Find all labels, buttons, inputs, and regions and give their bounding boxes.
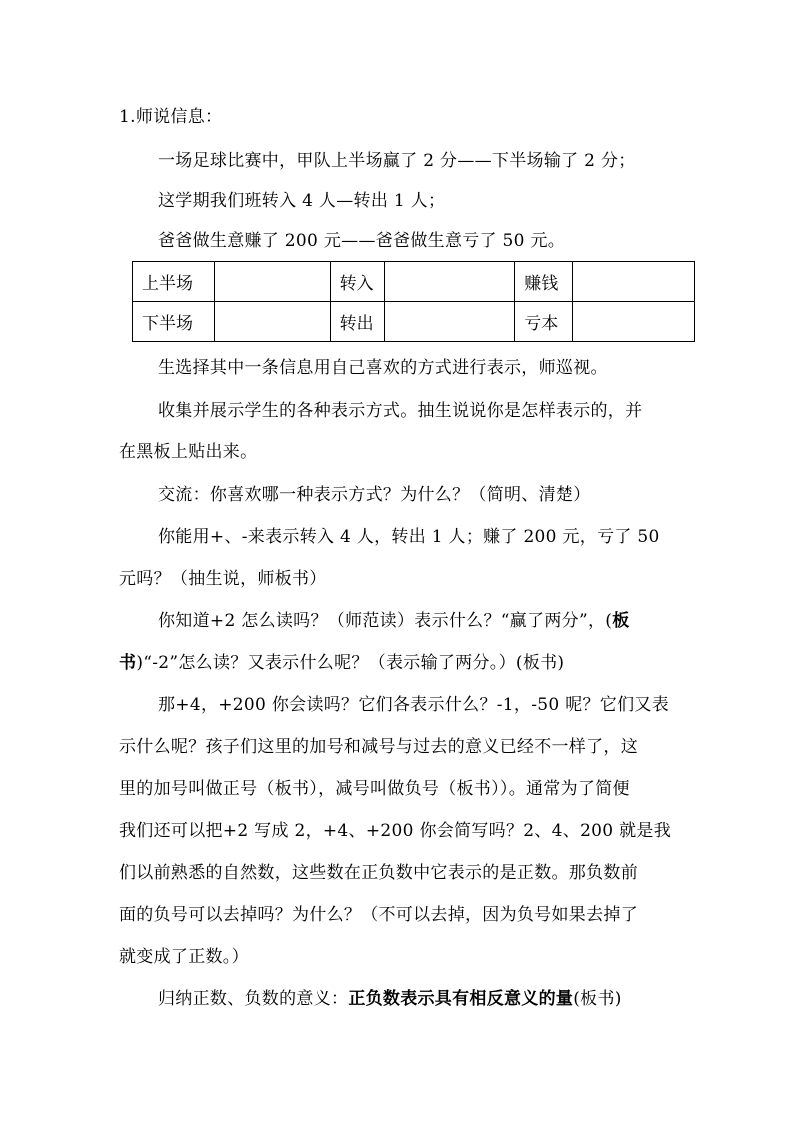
paragraph-line: 生选择其中一条信息用自己喜欢的方式进行表示，师巡视。: [158, 358, 608, 378]
paragraph-line: 收集并展示学生的各种表示方式。抽生说说你是怎样表示的，并: [158, 401, 643, 421]
paragraph-line: [119, 651, 564, 675]
paragraph-line: 示什么呢？孩子们这里的加号和减号与过去的意义已经不一样了，这: [119, 737, 638, 757]
table-cell: [214, 262, 330, 302]
text-run: 你知道+2 怎么读吗？（师范读）表示什么？“赢了两分”，(: [158, 611, 613, 631]
table-cell: 上半场: [133, 262, 215, 302]
paragraph-line: 你能用+、-来表示转入 4 人，转出 1 人；赚了 200 元，亏了 50: [158, 527, 660, 547]
table-cell: 转出: [330, 302, 384, 342]
text-run: (板书): [573, 989, 622, 1009]
paragraph-line: 我们还可以把+2 写成 2，+4、+200 你会简写吗？2、4、200 就是我: [119, 821, 672, 841]
bold-text: 书: [119, 653, 137, 673]
bold-text: 板: [612, 611, 630, 631]
table-row: [133, 302, 695, 342]
text-run: 归纳正数、负数的意义：: [158, 989, 349, 1009]
table-cell: [573, 262, 695, 302]
text-run: )“-2”怎么读？又表示什么呢？（表示输了两分。）(板书): [136, 653, 565, 673]
table-cell: 赚钱: [515, 262, 573, 302]
paragraph-line: [158, 609, 630, 633]
paragraph-line: 里的加号叫做正号（板书），减号叫做负号（板书））。通常为了简便: [119, 779, 630, 799]
table-cell: [384, 262, 515, 302]
table-cell: [573, 302, 695, 342]
paragraph-line: 在黑板上贴出来。: [119, 442, 258, 462]
table-row: [133, 262, 695, 302]
paragraph-line: 面的负号可以去掉吗？为什么？（不可以去掉，因为负号如果去掉了: [119, 905, 638, 925]
paragraph-line: 那+4，+200 你会读吗？它们各表示什么？-1，-50 呢？它们又表: [158, 695, 669, 715]
info-line-3: 爸爸做生意赚了 200 元——爸爸做生意亏了 50 元。: [158, 231, 566, 251]
info-table: [132, 261, 695, 342]
table-cell: 转入: [330, 262, 384, 302]
paragraph-line: 交流：你喜欢哪一种表示方式？为什么？（简明、清楚）: [158, 485, 591, 505]
table-cell: [384, 302, 515, 342]
table-cell: 下半场: [133, 302, 215, 342]
table-cell: 亏本: [515, 302, 573, 342]
bold-text: 正负数表示具有相反意义的量: [348, 989, 574, 1009]
info-line-2: 这学期我们班转入 4 人—转出 1 人；: [158, 191, 446, 211]
paragraph-line: 就变成了正数。）: [119, 947, 249, 967]
section-heading: 1.师说信息：: [119, 107, 223, 127]
paragraph-line: [158, 987, 622, 1011]
paragraph-line: 们以前熟悉的自然数，这些数在正负数中它表示的是正数。那负数前: [119, 863, 638, 883]
paragraph-line: 元吗？（抽生说，师板书）: [119, 569, 327, 589]
info-line-1: 一场足球比赛中，甲队上半场赢了 2 分——下半场输了 2 分；: [158, 151, 636, 171]
table-cell: [214, 302, 330, 342]
